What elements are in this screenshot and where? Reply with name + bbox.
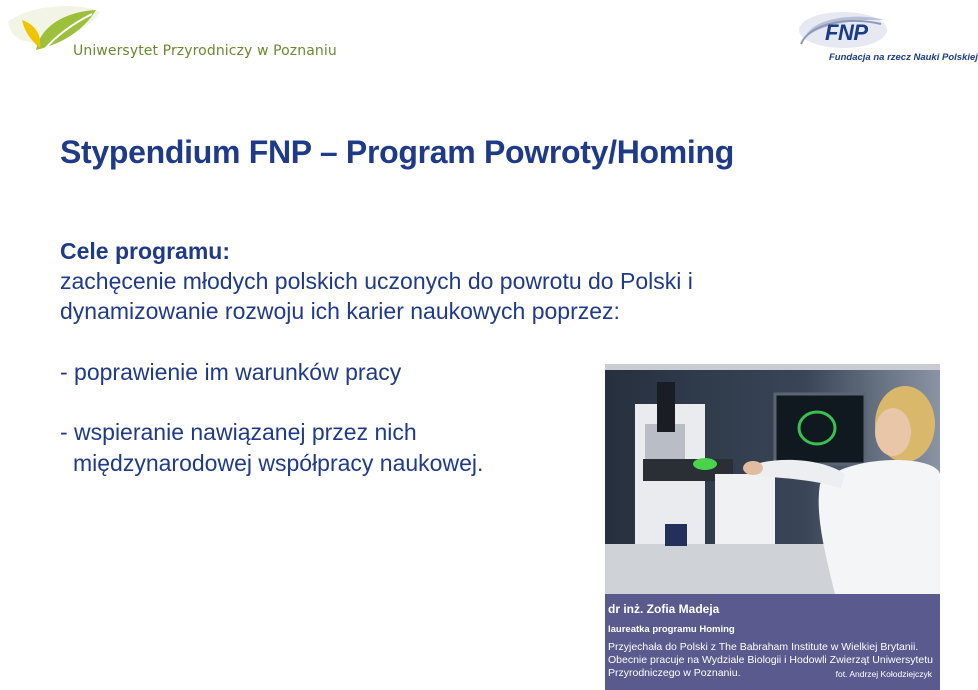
photo-credit: fot. Andrzej Kołodziejczyk [835,669,932,679]
goals-heading: Cele programu: [60,238,230,264]
goals-text-line: zachęcenie młodych polskich uczonych do powrotu do Polski i [60,268,693,294]
fnp-full-name: Fundacja na rzecz Nauki Polskiej [829,52,978,63]
fnp-mark: FNP [825,20,868,45]
bullet-item-continuation: międzynarodowej współpracy naukowej. [73,450,484,476]
caption-name: dr inż. Zofia Madeja [608,602,720,616]
laboratory-photo [605,364,940,594]
university-name: Uniwersytet Przyrodniczy w Poznaniu [73,43,337,59]
lab-scene-illustration [605,364,940,594]
caption-description: Przyjechała do Polski z The Babraham Institute w Wielkiej Brytanii. Obecnie pracuje na Wydziale Biologii i Hodowli Zwierząt Uniwersytetu Przyrodniczego w Poznaniu. [608,641,933,679]
bullet-item: - wspieranie nawiązanej przez nich [60,419,417,445]
photo-caption [605,594,940,690]
goals-text-line: dynamizowanie rozwoju ich karier naukowych poprzez: [60,298,620,324]
bullet-item: - poprawienie im warunków pracy [60,359,402,385]
university-logo [0,0,337,70]
slide-title: Stypendium FNP – Program Powroty/Homing [60,134,735,170]
fnp-logo [795,8,978,68]
caption-role: laureatka programu Homing [608,624,735,635]
